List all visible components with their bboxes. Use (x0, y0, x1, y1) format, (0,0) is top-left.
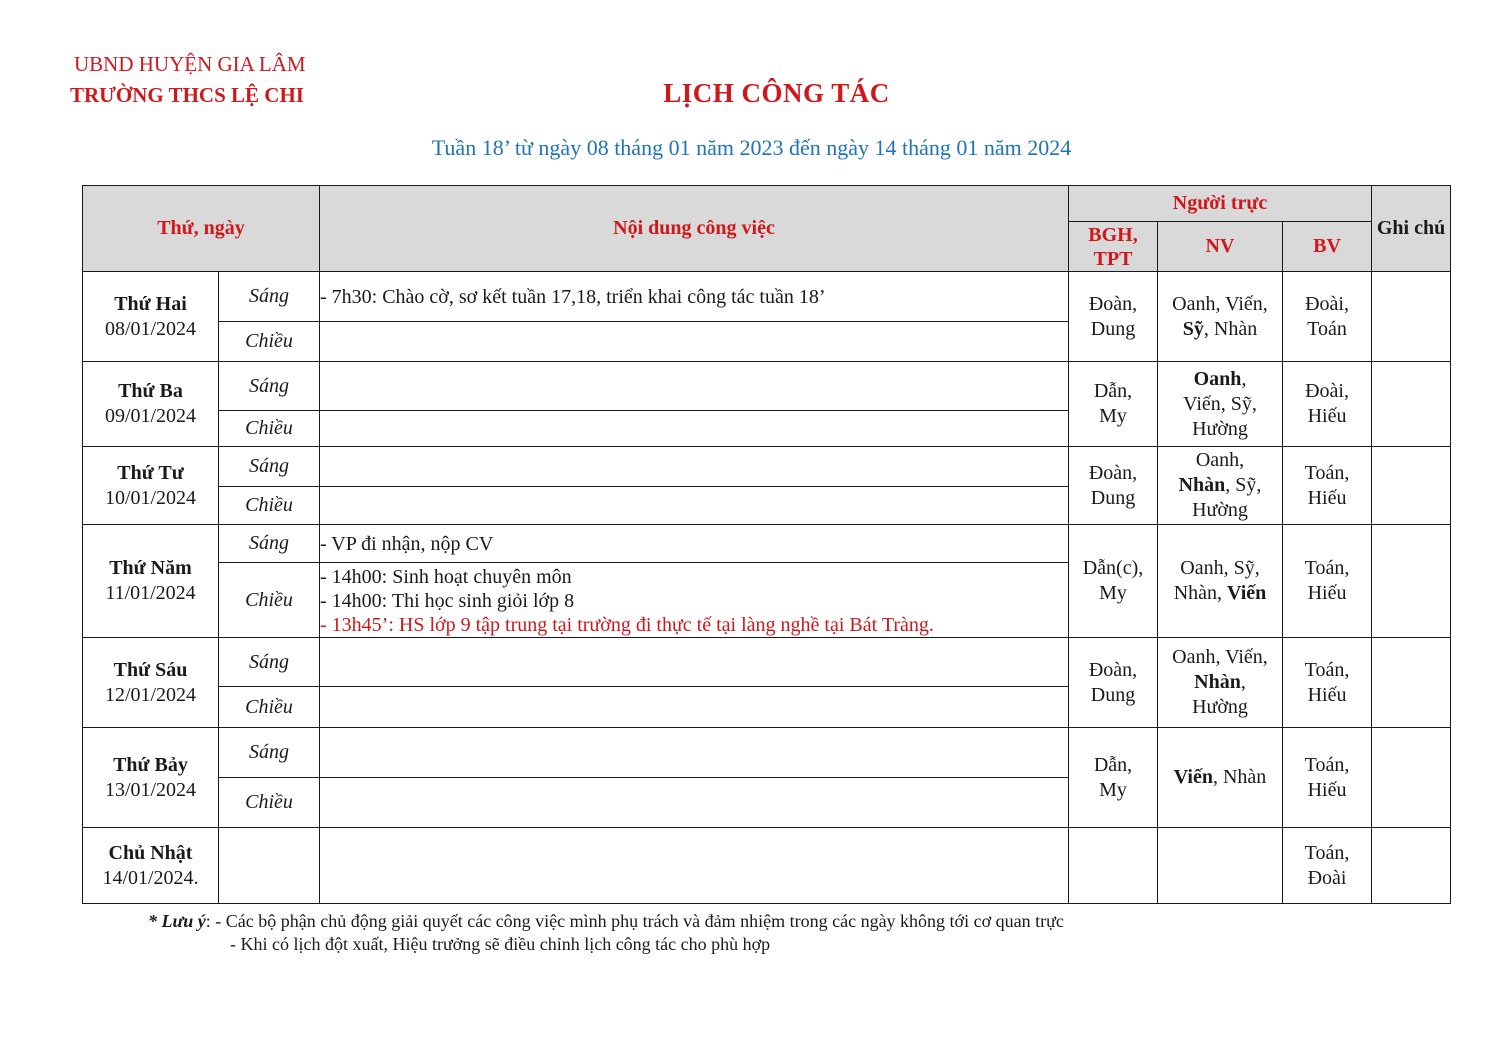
duty-name-line: Dẫn, (1093, 753, 1133, 776)
duty-nv (1158, 728, 1283, 828)
day-cell (83, 638, 219, 728)
session-afternoon: Chiều (219, 487, 320, 525)
duty-name-segment: , (1241, 367, 1247, 390)
day-date: 09/01/2024 (104, 405, 197, 427)
day-name: Thứ Bảy (113, 753, 188, 776)
duty-name-segment: Oanh, (1195, 449, 1245, 471)
content-afternoon (320, 563, 1069, 638)
header-bgh: BGH, TPT (1069, 222, 1158, 272)
duty-name-segment: Oanh (1193, 367, 1242, 390)
duty-nv (1158, 638, 1283, 728)
duty-name-segment: , (1240, 671, 1246, 693)
duty-name-segment: Nhàn (1194, 671, 1241, 693)
duty-bv (1283, 447, 1372, 525)
duty-bgh (1069, 728, 1158, 828)
note-cell (1372, 525, 1451, 638)
session-morning: Sáng (219, 272, 320, 322)
duty-name-line: Đoàn, (1088, 461, 1138, 484)
duty-bv (1283, 828, 1372, 904)
duty-bgh (1069, 828, 1158, 904)
day-date: 14/01/2024. (102, 866, 199, 889)
content-afternoon (320, 487, 1069, 525)
duty-name-line: Dẫn, (1093, 380, 1133, 402)
day-name: Thứ Hai (114, 292, 187, 315)
note-line-1: : - Các bộ phận chủ động giải quyết các công việc mình phụ trách và đảm nhiệm trong các ngày không tới cơ quan trực (205, 911, 1064, 931)
day-row-sunday (83, 828, 1451, 904)
content-item: - 14h00: Thi học sinh giỏi lớp 8 (320, 590, 575, 612)
content-morning (320, 362, 1069, 411)
duty-nv (1158, 362, 1283, 447)
content-morning (320, 638, 1069, 687)
duty-nv (1158, 525, 1283, 638)
org-name: UBND HUYỆN GIA LÂM (74, 52, 306, 76)
duty-nv (1158, 447, 1283, 525)
day-date: 08/01/2024 (104, 317, 197, 340)
duty-name-line: Hiếu (1307, 405, 1347, 427)
day-name: Thứ Tư (117, 461, 184, 484)
duty-name-line: Đoài, (1305, 292, 1349, 315)
header-bv: BV (1283, 222, 1372, 272)
duty-name-segment: Hường (1192, 499, 1248, 521)
content-item: - 7h30: Chào cờ, sơ kết tuần 17,18, triển khai công tác tuần 18’ (320, 285, 826, 308)
duty-name-segment: , Nhàn (1203, 317, 1258, 340)
duty-name-line: Toán, (1304, 841, 1350, 864)
day-date: 11/01/2024 (105, 582, 196, 604)
duty-name-line: Hiếu (1307, 683, 1347, 706)
page-title: LỊCH CÔNG TÁC (663, 78, 890, 108)
duty-name-line (1158, 392, 1282, 417)
duty-name-segment: , Nhàn (1212, 766, 1267, 788)
day-row-morning (83, 362, 1451, 411)
duty-name-line: Dẫn(c), (1082, 557, 1144, 579)
session-afternoon: Chiều (219, 778, 320, 828)
content-afternoon (320, 687, 1069, 728)
day-row-morning (83, 638, 1451, 687)
duty-name-line: Toán, (1304, 557, 1350, 579)
duty-name-line (1158, 695, 1282, 720)
duty-bgh (1069, 525, 1158, 638)
duty-name-segment: Viến (1173, 766, 1213, 788)
duty-name-line (1158, 417, 1282, 442)
day-row-morning (83, 525, 1451, 563)
day-name: Chủ Nhật (108, 841, 193, 864)
duty-name-line: Toán, (1304, 658, 1350, 681)
duty-name-line: Hiếu (1307, 778, 1347, 801)
note-cell (1372, 728, 1451, 828)
header-content: Nội dung công việc (320, 186, 1069, 272)
day-cell (83, 828, 219, 904)
footnote-2: - Khi có lịch đột xuất, Hiệu trưởng sẽ điều chỉnh lịch công tác cho phù hợp (230, 934, 771, 954)
duty-name-segment: Viến, Sỹ, (1183, 392, 1257, 415)
duty-nv (1158, 828, 1283, 904)
content-afternoon (320, 778, 1069, 828)
day-row-morning (83, 272, 1451, 322)
session-afternoon: Chiều (219, 322, 320, 362)
content-morning (320, 447, 1069, 487)
footnote-1 (148, 910, 1064, 933)
duty-name-line: Dung (1090, 683, 1136, 706)
duty-bv (1283, 728, 1372, 828)
schedule-table (82, 185, 1451, 904)
content-morning (320, 272, 1069, 322)
header-note: Ghi chú (1372, 186, 1451, 272)
header-nv: NV (1158, 222, 1283, 272)
duty-name-line (1158, 473, 1282, 498)
note-cell (1372, 638, 1451, 728)
duty-name-segment: Oanh, Sỹ, (1180, 557, 1260, 579)
session-morning: Sáng (219, 447, 320, 487)
content-morning (320, 525, 1069, 563)
duty-name-line: My (1099, 405, 1127, 427)
day-cell (83, 525, 219, 638)
duty-name-segment: Nhàn (1178, 474, 1226, 496)
session-afternoon: Chiều (219, 687, 320, 728)
duty-name-line: Đoàn, (1088, 658, 1138, 681)
duty-name-line: Toán (1307, 317, 1347, 340)
day-name: Thứ Ba (118, 380, 183, 402)
duty-bv (1283, 272, 1372, 362)
duty-name-segment: Hường (1192, 417, 1248, 440)
duty-name-line: Toán, (1304, 461, 1350, 484)
duty-name-segment: Nhàn, (1173, 582, 1228, 604)
day-date: 10/01/2024 (104, 486, 197, 509)
session-empty (219, 828, 320, 904)
note-cell (1372, 447, 1451, 525)
duty-bv (1283, 638, 1372, 728)
duty-name-line: Hiếu (1307, 582, 1347, 604)
day-date: 12/01/2024 (104, 683, 197, 706)
content-sunday (320, 828, 1069, 904)
duty-name-segment: , Sỹ, (1225, 474, 1262, 496)
duty-name-line (1158, 317, 1282, 342)
week-subtitle: Tuần 18’ từ ngày 08 tháng 01 năm 2023 đến ngày 14 tháng 01 năm 2024 (431, 135, 1072, 160)
content-afternoon (320, 322, 1069, 362)
note-cell (1372, 362, 1451, 447)
duty-bgh (1069, 362, 1158, 447)
day-row-morning (83, 447, 1451, 487)
day-cell (83, 362, 219, 447)
session-morning: Sáng (219, 362, 320, 411)
school-name: TRƯỜNG THCS LỆ CHI (70, 83, 304, 107)
duty-name-line: Toán, (1304, 753, 1350, 776)
duty-name-line (1158, 367, 1282, 392)
duty-name-segment: Oanh, Viến, (1172, 646, 1268, 668)
duty-name-line: Dung (1090, 486, 1136, 509)
session-afternoon: Chiều (219, 411, 320, 447)
duty-bgh (1069, 638, 1158, 728)
duty-bgh (1069, 272, 1158, 362)
duty-name-line: Đoàn, (1088, 292, 1138, 315)
session-morning: Sáng (219, 728, 320, 778)
duty-name-line: Đoài (1307, 866, 1347, 889)
note-cell (1372, 828, 1451, 904)
content-item: - 14h00: Sinh hoạt chuyên môn (320, 566, 572, 588)
header-day: Thứ, ngày (83, 186, 320, 272)
day-name: Thứ Năm (109, 557, 192, 579)
duty-name-line (1158, 448, 1282, 473)
duty-name-line: Đoài, (1305, 380, 1349, 402)
duty-name-line: Dung (1090, 317, 1136, 340)
day-cell (83, 447, 219, 525)
duty-bv (1283, 362, 1372, 447)
duty-bv (1283, 525, 1372, 638)
header-people: Người trực (1069, 186, 1372, 222)
day-cell (83, 272, 219, 362)
content-afternoon (320, 411, 1069, 447)
duty-name-segment: Viến (1227, 582, 1267, 604)
note-label: * Lưu ý (148, 911, 206, 931)
duty-name-segment: Hường (1192, 696, 1248, 718)
duty-name-segment: Sỹ (1182, 317, 1204, 340)
duty-name-line (1158, 292, 1282, 317)
footnotes (148, 910, 1064, 956)
duty-name-line (1158, 670, 1282, 695)
duty-name-line (1158, 556, 1282, 581)
duty-bgh (1069, 447, 1158, 525)
day-name: Thứ Sáu (113, 658, 188, 681)
duty-name-line (1158, 498, 1282, 523)
duty-nv (1158, 272, 1283, 362)
duty-name-line: My (1099, 582, 1127, 604)
day-date: 13/01/2024 (104, 778, 197, 801)
content-morning (320, 728, 1069, 778)
content-item: - 13h45’: HS lớp 9 tập trung tại trường đi thực tế tại làng nghề tại Bát Tràng. (320, 614, 934, 636)
duty-name-line: Hiếu (1307, 486, 1347, 509)
content-item: - VP đi nhận, nộp CV (320, 532, 494, 555)
note-cell (1372, 272, 1451, 362)
duty-name-line: My (1099, 778, 1127, 801)
duty-name-line (1158, 581, 1282, 606)
duty-name-segment: Oanh, Viến, (1172, 292, 1268, 315)
session-morning: Sáng (219, 525, 320, 563)
day-cell (83, 728, 219, 828)
duty-name-line (1158, 765, 1282, 790)
duty-name-line (1158, 645, 1282, 670)
day-row-morning (83, 728, 1451, 778)
session-afternoon: Chiều (219, 563, 320, 638)
session-morning: Sáng (219, 638, 320, 687)
